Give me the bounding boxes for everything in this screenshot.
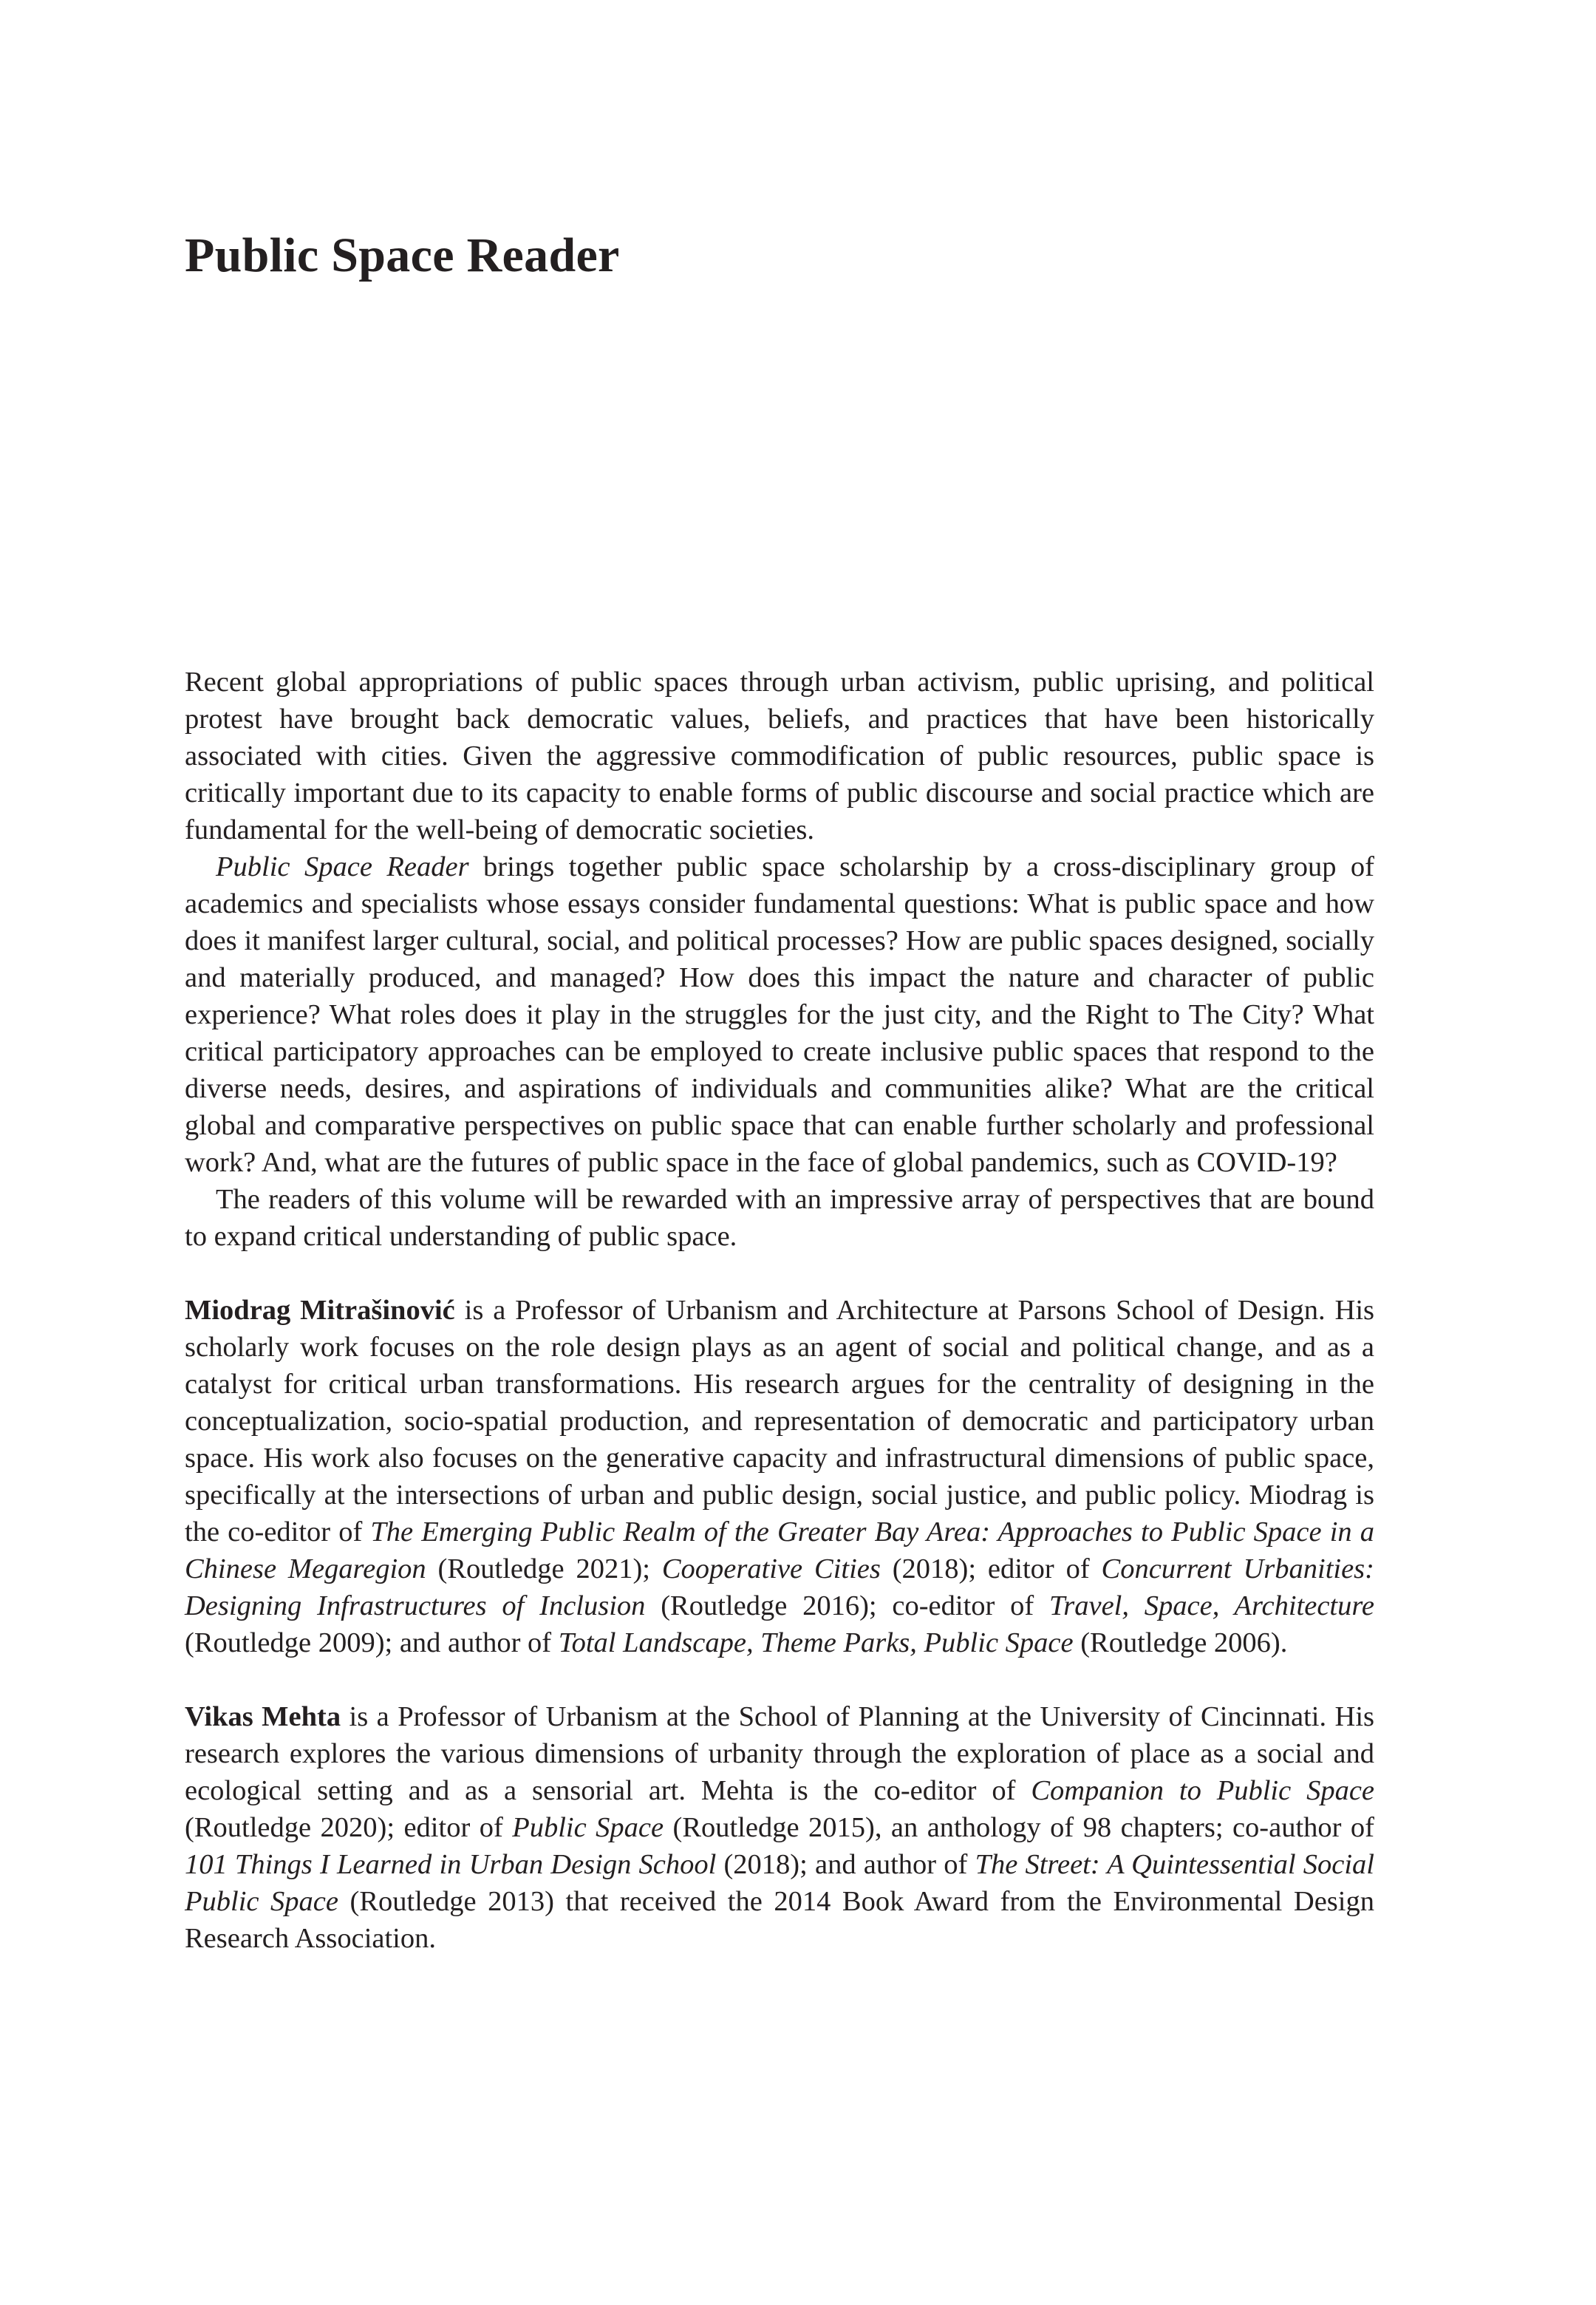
author-name: Vikas Mehta xyxy=(185,1701,341,1732)
author-name: Miodrag Mitrašinović xyxy=(185,1295,455,1326)
book-title: Public Space Reader xyxy=(185,228,620,282)
bio-text: (Routledge 2009); and author of xyxy=(185,1627,559,1658)
book-title-italic: Public Space xyxy=(512,1812,664,1843)
book-title-italic: 101 Things I Learned in Urban Design School xyxy=(185,1849,717,1880)
bio-text: (2018); editor of xyxy=(880,1553,1102,1584)
description-paragraph-3: The readers of this volume will be rewarded with an impressive array of perspectives that are bound to expand critical understanding of public space. xyxy=(185,1184,1374,1252)
book-title-italic: The Emerging Public Realm of the Greater Bay Area: Approaches to Public Space in a Chinese Megaregion xyxy=(185,1516,1374,1584)
bio-text: is a Professor of Urbanism and Architecture at Parsons School of Design. His scholarly work focuses on the role design plays as an agent of social and political change, and as a catalyst for critical urban transformations. His research argues for the centrality of designing in the conceptualization, socio-spatial production, and representation of democratic and participatory urban space. His work also focuses on the generative capacity and infrastructural dimensions of public space, specifically at the intersections of urban and public design, social justice, and public policy. Miodrag is the co-editor of xyxy=(185,1295,1374,1548)
bio-text: (Routledge 2016); co-editor of xyxy=(645,1590,1049,1621)
description-paragraph-2 xyxy=(185,848,1374,1181)
book-title-italic: Cooperative Cities xyxy=(661,1553,881,1584)
book-title-italic: Companion to Public Space xyxy=(1031,1775,1374,1806)
description-paragraph-1: Recent global appropriations of public spaces through urban activism, public uprising, and political protest have brought back democratic values, beliefs, and practices that have been historically associated with cities. Given the aggressive commodification of public resources, public space is critically important due to its capacity to enable forms of public discourse and social practice which are fundamental for the well-being of democratic societies. xyxy=(185,667,1374,845)
book-title-italic: Concurrent Urbanities: Designing Infrastructures of Inclusion xyxy=(185,1553,1374,1621)
author-bio-mitrasinovic xyxy=(185,1292,1374,1661)
description-paragraph-2-text: brings together public space scholarship by a cross-disciplinary group of academics and specialists whose essays consider fundamental questions: What is public space and how does it manifest larger cultural, social, and political processes? How are public spaces designed, socially and materially produced, and managed? How does this impact the nature and character of public experience? What roles does it play in the struggles for the just city, and the Right to The City? What critical participatory approaches can be employed to create inclusive public spaces that respond to the diverse needs, desires, and aspirations of individuals and communities alike? What are the critical global and comparative perspectives on public space that can enable further scholarly and professional work? And, what are the futures of public space in the face of global pandemics, such as COVID-19? xyxy=(185,851,1374,1178)
book-title-italic: The Street: A Quintessential Social Public Space xyxy=(185,1849,1374,1917)
bio-text: (Routledge 2013) that received the 2014 Book Award from the Environmental Design Research Association. xyxy=(185,1886,1374,1954)
bio-text: is a Professor of Urbanism at the School of Planning at the University of Cincinnati. His research explores the various dimensions of urbanity through the exploration of place as a social and ecological setting and as a sensorial art. Mehta is the co-editor of xyxy=(185,1701,1374,1806)
book-title-italic: Travel, Space, Architecture xyxy=(1048,1590,1374,1621)
book-description xyxy=(185,664,1374,1957)
bio-text: (Routledge 2021); xyxy=(426,1553,662,1584)
bio-text: (2018); and author of xyxy=(716,1849,975,1880)
bio-text: (Routledge 2015), an anthology of 98 chapters; co-author of xyxy=(664,1812,1374,1843)
bio-text: (Routledge 2020); editor of xyxy=(185,1812,513,1843)
bio-text: (Routledge 2006). xyxy=(1073,1627,1288,1658)
book-title-italic: Public Space Reader xyxy=(216,851,469,882)
author-bio-mehta xyxy=(185,1698,1374,1957)
book-title-italic: Total Landscape, Theme Parks, Public Space xyxy=(558,1627,1074,1658)
